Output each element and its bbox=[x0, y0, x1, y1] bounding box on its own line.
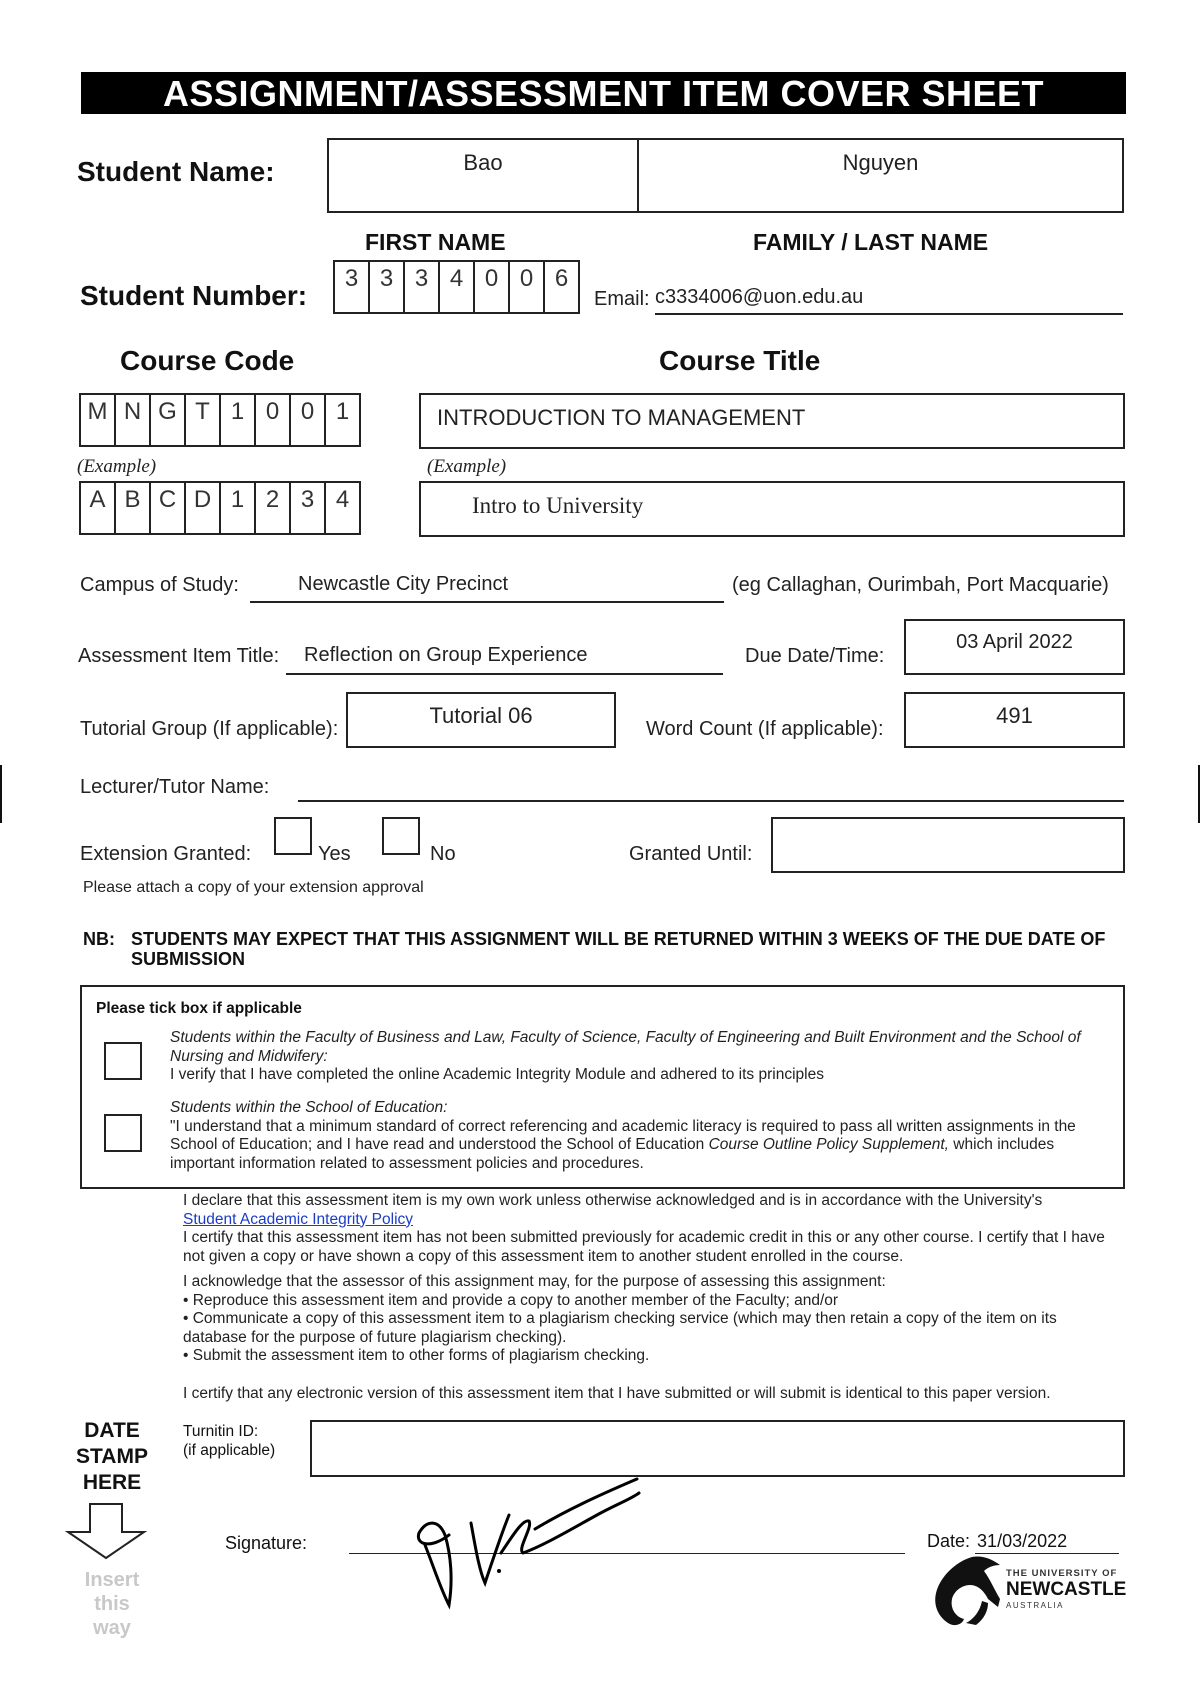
return-notice bbox=[131, 929, 1121, 969]
tutorial-group-label: Tutorial Group (If applicable): bbox=[80, 718, 339, 740]
student-number-cells[interactable] bbox=[333, 260, 580, 314]
campus-field[interactable] bbox=[250, 571, 724, 603]
return-notice-line1: STUDENTS MAY EXPECT THAT THIS ASSIGNMENT WILL BE RETURNED WITHIN 3 WEEKS OF THE DUE DATE OF bbox=[131, 929, 1106, 949]
course-code-heading: Course Code bbox=[120, 345, 295, 376]
course-code-char: 0 bbox=[254, 393, 291, 447]
email-field[interactable] bbox=[655, 286, 1123, 315]
email-label: Email: bbox=[594, 288, 650, 310]
example-code-cells bbox=[79, 481, 361, 535]
date-label: Date: bbox=[927, 1531, 971, 1551]
nb-label: NB: bbox=[83, 929, 115, 949]
cover-sheet-title: ASSIGNMENT/ASSESSMENT ITEM COVER SHEET bbox=[81, 72, 1126, 114]
university-logo-text bbox=[1006, 1568, 1126, 1610]
due-date-field[interactable] bbox=[904, 619, 1125, 675]
extension-note: Please attach a copy of your extension approval bbox=[83, 879, 424, 896]
extension-no-checkbox[interactable] bbox=[382, 817, 420, 855]
course-code-char: T bbox=[184, 393, 221, 447]
logo-line1: THE UNIVERSITY OF bbox=[1006, 1568, 1118, 1579]
example-title-value: Intro to University bbox=[472, 493, 644, 518]
insert-line1: Insert bbox=[84, 1569, 140, 1591]
declaration-bullet-3 bbox=[183, 1347, 1108, 1366]
date-stamp-label bbox=[62, 1418, 162, 1496]
turnitin-label-line1: Turnitin ID: bbox=[183, 1423, 259, 1440]
down-arrow-icon bbox=[62, 1502, 150, 1560]
email-value: c3334006@uon.edu.au bbox=[655, 286, 864, 308]
lecturer-field[interactable] bbox=[298, 772, 1124, 802]
left-margin-mark bbox=[0, 765, 2, 823]
logo-line2: NEWCASTLE bbox=[1006, 1579, 1127, 1600]
example-code-char: A bbox=[79, 481, 116, 535]
signature-date bbox=[927, 1531, 1119, 1552]
example-code-char: D bbox=[184, 481, 221, 535]
student-number-digit: 3 bbox=[368, 260, 405, 314]
assessment-title-label: Assessment Item Title: bbox=[78, 645, 280, 667]
date-stamp-line1: DATE bbox=[84, 1419, 140, 1442]
student-number-digit: 3 bbox=[333, 260, 370, 314]
first-name-caption: FIRST NAME bbox=[365, 229, 506, 255]
course-code-char: 1 bbox=[324, 393, 361, 447]
student-number-digit: 6 bbox=[543, 260, 580, 314]
example-code-char: C bbox=[149, 481, 186, 535]
insert-line2: this bbox=[94, 1593, 130, 1615]
course-code-char: N bbox=[114, 393, 151, 447]
education-item bbox=[170, 1099, 1115, 1173]
date-stamp-line2: STAMP bbox=[76, 1445, 148, 1468]
date-stamp-line3: HERE bbox=[82, 1471, 142, 1494]
turnitin-label-line2: (if applicable) bbox=[183, 1442, 276, 1459]
example-code-char: 4 bbox=[324, 481, 361, 535]
bullet-icon: • bbox=[183, 1347, 193, 1364]
granted-until-field[interactable] bbox=[771, 817, 1125, 873]
declaration-bullet-2 bbox=[183, 1310, 1108, 1347]
last-name-caption: FAMILY / LAST NAME bbox=[753, 229, 989, 255]
example-title-box bbox=[419, 481, 1125, 537]
education-checkbox[interactable] bbox=[104, 1114, 142, 1152]
course-outline-supplement: Course Outline Policy Supplement, bbox=[708, 1136, 949, 1153]
education-scope: Students within the School of Education: bbox=[170, 1099, 448, 1116]
integrity-policy-link[interactable]: Student Academic Integrity Policy bbox=[183, 1210, 414, 1228]
extension-label: Extension Granted: bbox=[80, 843, 252, 865]
due-date-label: Due Date/Time: bbox=[745, 645, 885, 667]
tutorial-group-field[interactable] bbox=[346, 692, 616, 748]
word-count-label: Word Count (If applicable): bbox=[646, 718, 884, 740]
bullet-1-text: Reproduce this assessment item and provide a copy to another member of the Faculty; and/or bbox=[192, 1291, 839, 1309]
academic-integrity-text: I verify that I have completed the online Academic Integrity Module and adhered to its principles bbox=[170, 1066, 824, 1083]
tick-box-panel bbox=[80, 985, 1125, 1189]
due-date-value: 03 April 2022 bbox=[956, 631, 1073, 653]
student-number-digit: 3 bbox=[403, 260, 440, 314]
course-code-char: 0 bbox=[289, 393, 326, 447]
declaration-acknowledge: I acknowledge that the assessor of this assignment may, for the purpose of assessing this assignment: bbox=[183, 1273, 886, 1290]
bullet-2-text: Communicate a copy of this assessment item to a plagiarism checking service (which may then retain a copy of the item on its database for the purpose of future plagiarism checking). bbox=[183, 1310, 1057, 1346]
insert-this-way bbox=[62, 1568, 162, 1640]
extension-yes-checkbox[interactable] bbox=[274, 817, 312, 855]
student-name-label: Student Name: bbox=[77, 156, 275, 187]
course-title-heading: Course Title bbox=[659, 345, 821, 376]
example-code-label: (Example) bbox=[77, 456, 157, 477]
signature-label: Signature: bbox=[225, 1533, 308, 1553]
granted-until-label: Granted Until: bbox=[629, 843, 753, 865]
declaration-bullet-1 bbox=[183, 1292, 1108, 1311]
student-name-box bbox=[327, 138, 1124, 213]
campus-value: Newcastle City Precinct bbox=[298, 573, 509, 595]
extension-yes-label: Yes bbox=[318, 843, 351, 865]
academic-integrity-scope: Students within the Faculty of Business and Law, Faculty of Science, Faculty of Engineering and Built Environment and the School of Nursing and Midwifery: bbox=[170, 1029, 1081, 1065]
first-name-field[interactable]: Bao bbox=[463, 150, 503, 175]
bullet-icon: • bbox=[183, 1310, 193, 1327]
course-code-cells[interactable] bbox=[79, 393, 361, 447]
word-count-value: 491 bbox=[996, 703, 1033, 728]
course-title-field[interactable] bbox=[419, 393, 1125, 449]
academic-integrity-checkbox[interactable] bbox=[104, 1042, 142, 1080]
last-name-field[interactable]: Nguyen bbox=[842, 150, 919, 175]
course-title-value: INTRODUCTION TO MANAGEMENT bbox=[437, 405, 806, 430]
declaration bbox=[183, 1192, 1108, 1403]
bullet-3-text: Submit the assessment item to other forms of plagiarism checking. bbox=[192, 1347, 650, 1364]
return-notice-line2: SUBMISSION bbox=[131, 949, 246, 969]
example-code-char: 2 bbox=[254, 481, 291, 535]
student-number-label: Student Number: bbox=[80, 280, 308, 311]
signature-image bbox=[405, 1475, 645, 1615]
declaration-own-work: I declare that this assessment item is my own work unless otherwise acknowledged and is in accordance with the University's bbox=[183, 1192, 1043, 1209]
turnitin-label bbox=[183, 1422, 275, 1460]
assessment-title-value: Reflection on Group Experience bbox=[304, 644, 588, 666]
example-title-label: (Example) bbox=[427, 456, 507, 477]
academic-integrity-item bbox=[170, 1029, 1115, 1085]
word-count-field[interactable] bbox=[904, 692, 1125, 748]
course-code-char: 1 bbox=[219, 393, 256, 447]
tutorial-group-value: Tutorial 06 bbox=[429, 703, 533, 728]
student-number-digit: 4 bbox=[438, 260, 475, 314]
bullet-icon: • bbox=[183, 1291, 193, 1309]
tick-box-heading: Please tick box if applicable bbox=[96, 1000, 302, 1017]
logo-line3: AUSTRALIA bbox=[1006, 1601, 1064, 1610]
declaration-electronic: I certify that any electronic version of this assessment item that I have submitted or will submit is identical to this paper version. bbox=[183, 1384, 1051, 1402]
turnitin-id-field[interactable] bbox=[310, 1420, 1125, 1477]
extension-no-label: No bbox=[430, 843, 456, 865]
education-text bbox=[170, 1118, 1115, 1174]
course-code-char: M bbox=[79, 393, 116, 447]
example-code-char: 3 bbox=[289, 481, 326, 535]
example-code-char: B bbox=[114, 481, 151, 535]
example-code-char: 1 bbox=[219, 481, 256, 535]
date-value[interactable]: 31/03/2022 bbox=[975, 1531, 1119, 1554]
student-number-digit: 0 bbox=[473, 260, 510, 314]
assessment-title-field[interactable] bbox=[286, 641, 723, 675]
insert-line3: way bbox=[93, 1617, 131, 1639]
university-crest-icon bbox=[928, 1555, 1004, 1627]
education-text-b: which includes important information related to assessment policies and procedures. bbox=[170, 1136, 1055, 1172]
campus-hint: (eg Callaghan, Ourimbah, Port Macquarie) bbox=[732, 574, 1109, 596]
lecturer-label: Lecturer/Tutor Name: bbox=[80, 776, 270, 798]
declaration-not-submitted: I certify that this assessment item has not been submitted previously for academic credit in this or any other course. I certify that I have not given a copy or have shown a copy of this assessment item to another student enrolled in the course. bbox=[183, 1229, 1105, 1265]
course-code-char: G bbox=[149, 393, 186, 447]
campus-label: Campus of Study: bbox=[80, 574, 239, 596]
education-text-a: "I understand that a minimum standard of correct referencing and academic literacy is required to pass all written assignments in the School of Education; and I have read and understood the School of Education bbox=[170, 1117, 1076, 1153]
student-number-digit: 0 bbox=[508, 260, 545, 314]
